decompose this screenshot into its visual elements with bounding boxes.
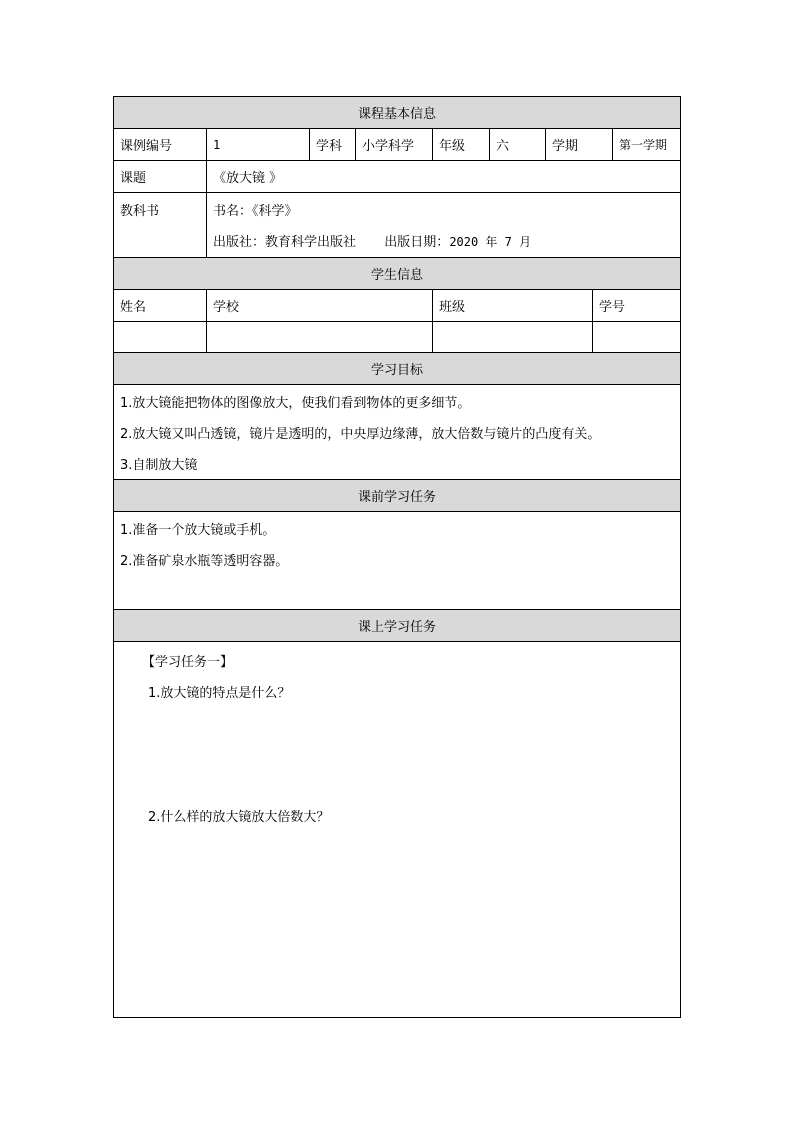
grade-value: 六 xyxy=(490,129,546,160)
topic-row xyxy=(114,161,680,193)
textbook-info xyxy=(207,193,680,257)
section-header-goals xyxy=(114,353,680,385)
student-values-row xyxy=(114,322,680,353)
school-value[interactable] xyxy=(207,322,433,352)
student-labels-row xyxy=(114,290,680,322)
question-1: 1.放大镜的特点是什么？ xyxy=(148,686,291,701)
goals-header-text: 学习目标 xyxy=(370,363,423,378)
goal-item: 2.放大镜又叫凸透镜，镜片是透明的，中央厚边缘薄，放大倍数与镜片的凸度有关。 xyxy=(120,427,601,442)
section-header-class-tasks xyxy=(114,610,680,642)
pre-tasks-list xyxy=(114,512,680,609)
pre-tasks-header-text: 课前学习任务 xyxy=(357,490,436,505)
section-header-basic xyxy=(114,97,680,129)
basic-header-text: 课程基本信息 xyxy=(357,107,436,122)
class-label: 班级 xyxy=(433,290,593,321)
school-label: 学校 xyxy=(207,290,433,321)
term-value: 第一学期 xyxy=(619,138,668,152)
class-tasks-header-text: 课上学习任务 xyxy=(357,620,436,635)
textbook-label: 教科书 xyxy=(114,193,207,257)
student-id-label: 学号 xyxy=(599,300,626,315)
section-header-pre-tasks xyxy=(114,480,680,512)
pub-date-label: 出版日期： xyxy=(384,235,450,250)
subject-value: 小学科学 xyxy=(356,129,433,160)
goal-item: 1.放大镜能把物体的图像放大，使我们看到物体的更多细节。 xyxy=(120,396,471,411)
class-value[interactable] xyxy=(433,322,593,352)
name-label: 姓名 xyxy=(114,290,207,321)
publisher-line xyxy=(213,231,531,250)
lesson-form xyxy=(113,96,681,1018)
pre-task-item: 1.准备一个放大镜或手机。 xyxy=(120,523,276,538)
case-no-label: 课例编号 xyxy=(114,129,207,160)
question-2: 2.什么样的放大镜放大倍数大？ xyxy=(148,810,330,825)
case-info-row xyxy=(114,129,680,161)
task-one-title: 【学习任务一】 xyxy=(142,655,234,670)
pub-date-value: 2020 年 7 月 xyxy=(449,235,532,249)
pre-task-item: 2.准备矿泉水瓶等透明容器。 xyxy=(120,554,289,569)
section-header-student xyxy=(114,258,680,290)
textbook-row xyxy=(114,193,680,258)
case-no-value: 1 xyxy=(207,129,310,160)
subject-label: 学科 xyxy=(310,129,356,160)
class-tasks-content xyxy=(114,642,680,1017)
book-name: 书名：《科学》 xyxy=(213,204,298,219)
grade-label: 年级 xyxy=(433,129,490,160)
term-label: 学期 xyxy=(546,129,613,160)
name-value[interactable] xyxy=(114,322,207,352)
student-id-value[interactable] xyxy=(593,322,680,352)
goal-item: 3.自制放大镜 xyxy=(120,458,198,473)
goals-list xyxy=(114,385,680,479)
pre-tasks-content xyxy=(114,512,680,610)
topic-label: 课题 xyxy=(114,161,207,192)
topic-value: 《放大镜 》 xyxy=(213,171,283,186)
class-tasks-body xyxy=(114,642,680,1017)
student-header-text: 学生信息 xyxy=(370,268,423,283)
publisher: 出版社：教育科学出版社 xyxy=(213,235,357,250)
goals-content xyxy=(114,385,680,480)
